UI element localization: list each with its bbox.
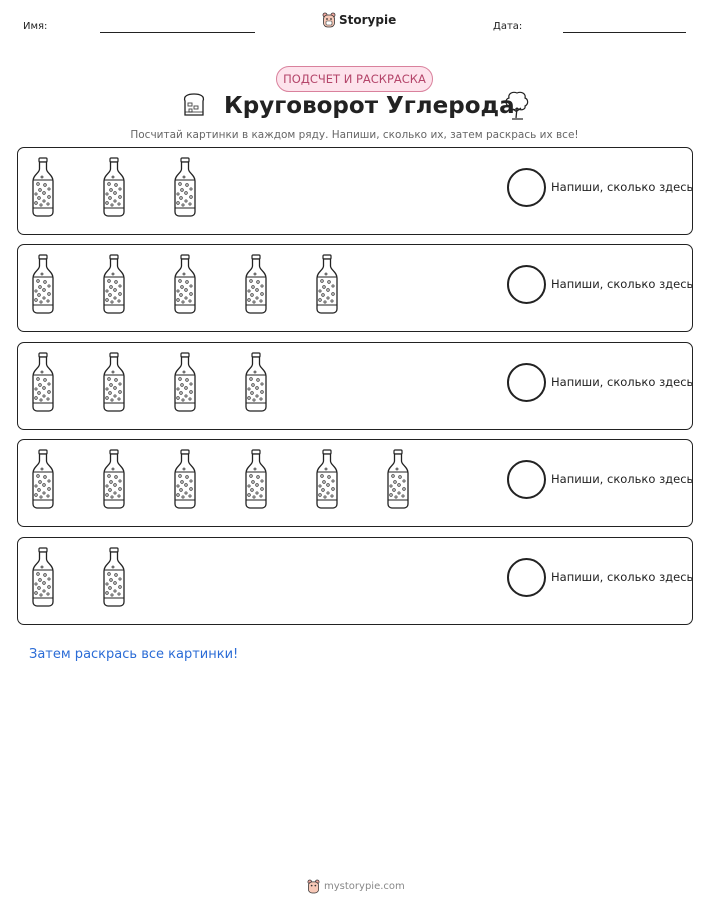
bottle-icon[interactable] [171,254,199,314]
footer-url[interactable]: mystorypie.com [324,881,405,892]
bottle-icon[interactable] [171,352,199,412]
storypie-mascot-icon [322,12,336,28]
bottle-icon[interactable] [100,352,128,412]
storypie-footer-mascot-icon [307,879,320,894]
counting-row [17,244,693,332]
coloring-instruction: Затем раскрась все картинки! [29,647,239,662]
bottle-icon[interactable] [29,547,57,607]
date-line[interactable] [563,32,686,33]
bottle-icon[interactable] [242,449,270,509]
answer-circle[interactable] [507,558,546,597]
bottle-icon[interactable] [29,352,57,412]
bottle-icon[interactable] [313,449,341,509]
bottle-icon[interactable] [100,449,128,509]
answer-label: Напиши, сколько здесь [551,570,694,584]
storypie-logo [322,12,396,28]
bottle-icon[interactable] [100,157,128,217]
answer-label: Напиши, сколько здесь [551,375,694,389]
bottle-icon[interactable] [171,157,199,217]
bottle-icon[interactable] [100,547,128,607]
answer-label: Напиши, сколько здесь [551,472,694,486]
answer-label: Напиши, сколько здесь [551,180,694,194]
bottle-icon[interactable] [29,157,57,217]
bottle-icon[interactable] [29,254,57,314]
name-line[interactable] [100,32,255,33]
counting-row [17,439,693,527]
bread-icon [182,92,206,118]
bottle-icon[interactable] [384,449,412,509]
bottle-icon[interactable] [29,449,57,509]
page-title: Круговорот Углерода [224,93,515,119]
name-label: Имя: [23,21,48,32]
date-label: Дата: [493,21,523,32]
bottle-icon[interactable] [242,352,270,412]
counting-row [17,537,693,625]
answer-circle[interactable] [507,168,546,207]
counting-row [17,147,693,235]
bottle-icon[interactable] [100,254,128,314]
answer-circle[interactable] [507,363,546,402]
worksheet-type-badge: ПОДСЧЕТ И РАСКРАСКА [276,66,433,92]
counting-row [17,342,693,430]
footer-brand [307,879,405,894]
answer-circle[interactable] [507,460,546,499]
instructions-text: Посчитай картинки в каждом ряду. Напиши, сколько их, затем раскрась их все! [130,129,579,141]
brand-name: Storypie [339,13,397,27]
bottle-icon[interactable] [313,254,341,314]
answer-label: Напиши, сколько здесь [551,277,694,291]
bottle-icon[interactable] [242,254,270,314]
answer-circle[interactable] [507,265,546,304]
bottle-icon[interactable] [171,449,199,509]
